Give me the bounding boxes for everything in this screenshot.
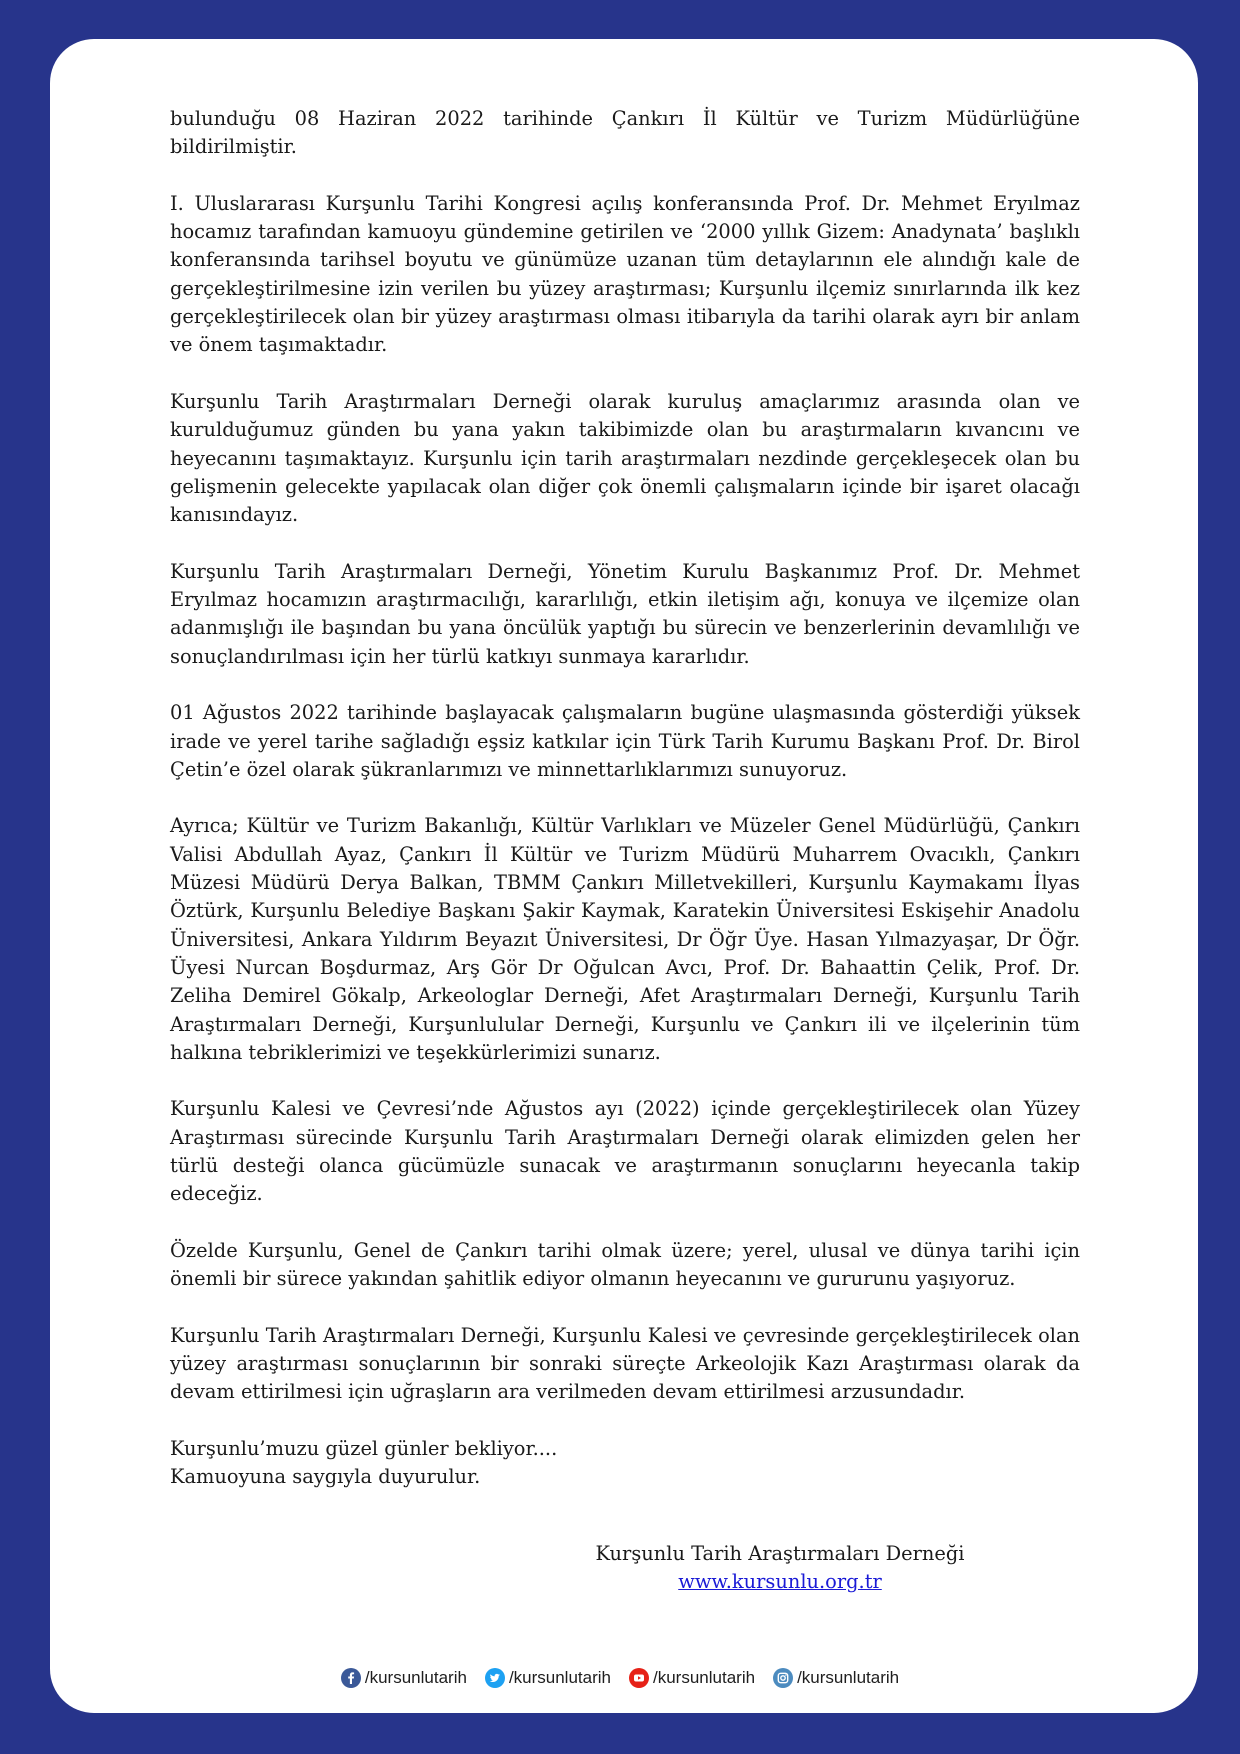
paragraph-7: Kurşunlu Kalesi ve Çevresi’nde Ağustos ayı (2022) içinde gerçekleştirilecek olan Yüzey Araştırması sürecinde Kurşunlu Tarih Araştırmaları Derneği olarak elimizden gelen her türlü desteği olanca gücümüzle sunacak ve araştırmanın sonuçlarını heyecanla takip edeceğiz.	[170, 1097, 1080, 1206]
paragraph-2: I. Uluslararası Kurşunlu Tarihi Kongresi açılış konferansında Prof. Dr. Mehmet Eryılmaz hocamız tarafından kamuoyu gündemine getirilen ve ‘2000 yıllık Gizem: Anadynata’ başlıklı konferansında tarihsel boyutu ve günümüze uzanan tüm detaylarının ele alındığı kale de gerçekleştirilmesine izin verilen bu yüzey araştırması; Kurşunlu ilçemiz sınırlarında ilk kez gerçekleştirilecek olan bir yüzey araştırması olması itibarıyla da tarihi olarak ayrı bir anlam ve önem taşımaktadır.	[170, 191, 1080, 357]
document-card	[50, 39, 1198, 1713]
document-body	[170, 105, 1080, 1520]
paragraph-9: Kurşunlu Tarih Araştırmaları Derneği, Kurşunlu Kalesi ve çevresinde gerçekleştirilecek olan yüzey araştırması sonuçlarının bir sonraki süreçte Arkeolojik Kazı Araştırması olarak da devam ettirilmesi için uğraşların ara verilmeden devam ettirilmesi arzusundadır.	[170, 1323, 1080, 1404]
website-link[interactable]: www.kursunlu.org.tr	[678, 1570, 882, 1594]
paragraph-6: Ayrıca; Kültür ve Turizm Bakanlığı, Kültür Varlıkları ve Müzeler Genel Müdürlüğü, Çankırı Valisi Abdullah Ayaz, Çankırı İl Kültür ve Turizm Müdürü Muharrem Ovacıklı, Çankırı Müzesi Müdürü Derya Balkan, TBMM Çankırı Milletvekilleri, Kurşunlu Kaymakamı İlyas Öztürk, Kurşunlu Belediye Başkanı Şakir Kaymak, Karatekin Üniversitesi Eskişehir Anadolu Üniversitesi, Ankara Yıldırım Beyazıt Üniversitesi, Dr Öğr Üye. Hasan Yılmazyaşar, Dr Öğr. Üyesi Nurcan Boşdurmaz, Arş Gör Dr Oğulcan Avcı, Prof. Dr. Bahaattin Çelik, Prof. Dr. Zeliha Demirel Gökalp, Arkeologlar Derneği, Afet Araştırmaları Derneği, Kurşunlu Tarih Araştırmaları Derneği, Kurşunlulular Derneği, Kurşunlu ve Çankırı ili ve ilçelerinin tüm halkına tebriklerimizi ve teşekkürlerimizi sunarız.	[170, 814, 1080, 1064]
signature-org: Kurşunlu Tarih Araştırmaları Derneği	[595, 1542, 965, 1565]
signature-block	[560, 1540, 1000, 1597]
closing-text	[170, 1435, 1080, 1492]
social-twitter[interactable]	[485, 1668, 611, 1688]
social-facebook[interactable]	[341, 1668, 467, 1688]
social-youtube[interactable]	[629, 1668, 755, 1688]
social-handle-youtube: /kursunlutarih	[653, 1668, 756, 1687]
instagram-icon	[773, 1668, 793, 1688]
social-handle-twitter: /kursunlutarih	[508, 1668, 611, 1687]
social-handle-facebook: /kursunlutarih	[364, 1668, 467, 1687]
twitter-icon	[485, 1668, 505, 1688]
facebook-icon	[341, 1668, 361, 1688]
social-instagram[interactable]	[773, 1668, 899, 1688]
paragraph-3: Kurşunlu Tarih Araştırmaları Derneği olarak kuruluş amaçlarımız arasında olan ve kurulduğumuz günden bu yana yakın takibimizde olan bu araştırmaların kıvancını ve heyecanını taşımaktayız. Kurşunlu için tarih araştırmaları nezdinde gerçekleşecek olan bu gelişmenin gelecekte yapılacak olan diğer çok önemli çalışmaların içinde bir işaret olacağı kanısındayız.	[170, 389, 1080, 527]
social-handle-instagram: /kursunlutarih	[797, 1668, 900, 1687]
paragraph-1: bulunduğu 08 Haziran 2022 tarihinde Çankırı İl Kültür ve Turizm Müdürlüğüne bildirilmiştir.	[170, 107, 1080, 159]
paragraph-4: Kurşunlu Tarih Araştırmaları Derneği, Yönetim Kurulu Başkanımız Prof. Dr. Mehmet Eryılmaz hocamızın araştırmacılığı, kararlılığı, etkin iletişim ağı, konuya ve ilçemize olan adanmışlığı ile başından bu yana öncülük yaptığı bu sürecin ve benzerlerinin devamlılığı ve sonuçlandırılması için her türlü katkıyı sunmaya kararlıdır.	[170, 559, 1080, 668]
paragraph-8: Özelde Kurşunlu, Genel de Çankırı tarihi olmak üzere; yerel, ulusal ve dünya tarihi için önemli bir sürece yakından şahitlik ediyor olmanın heyecanını ve gururunu yaşıyoruz.	[170, 1238, 1080, 1291]
closing-line-2: Kamuoyuna saygıyla duyurulur.	[170, 1465, 481, 1489]
social-bar	[0, 1668, 1240, 1688]
youtube-icon	[629, 1668, 649, 1688]
closing-line-1: Kurşunlu’muzu güzel günler bekliyor....	[170, 1436, 558, 1460]
paragraph-5: 01 Ağustos 2022 tarihinde başlayacak çalışmaların bugüne ulaşmasında gösterdiği yüksek irade ve yerel tarihe sağladığı eşsiz katkılar için Türk Tarih Kurumu Başkanı Prof. Dr. Birol Çetin’e özel olarak şükranlarımızı ve minnettarlıklarımızı sunuyoruz.	[170, 701, 1080, 781]
